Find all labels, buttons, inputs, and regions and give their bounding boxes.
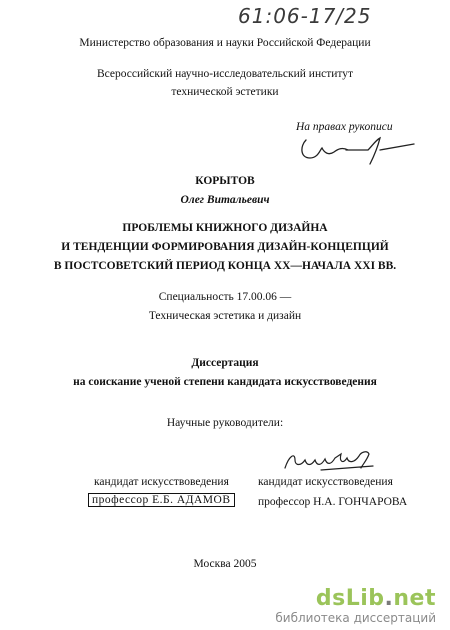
dissertation-heading: Диссертация xyxy=(191,357,259,369)
institute-line-1: Всероссийский научно-исследовательский институт xyxy=(96,68,354,80)
title-line-1: ПРОБЛЕМЫ КНИЖНОГО ДИЗАЙНА xyxy=(122,222,328,234)
specialty-line-1: Специальность 17.00.06 — xyxy=(158,291,292,303)
logo-tld: net xyxy=(393,586,436,611)
dissertation-degree: на соискание ученой степени кандидата искусствоведения xyxy=(73,376,377,388)
advisor-signature xyxy=(281,446,379,474)
manuscript-note: На правах рукописи xyxy=(296,121,393,133)
advisors-heading: Научные руководители: xyxy=(166,417,284,429)
advisor-left-name: профессор Е.Б. АДАМОВ xyxy=(88,493,235,507)
advisor-left-degree: кандидат искусствоведения xyxy=(94,476,229,488)
institute-line-2: технической эстетики xyxy=(171,86,279,98)
title-line-3: В ПОСТСОВЕТСКИЙ ПЕРИОД КОНЦА XX—НАЧАЛА XXI ВВ. xyxy=(53,260,397,272)
advisor-right-degree: кандидат искусствоведения xyxy=(258,476,393,488)
archive-stamp: 61:06-17/25 xyxy=(238,4,372,28)
logo-dot: . xyxy=(384,586,394,611)
advisor-left-name-box xyxy=(88,494,235,506)
author-signature xyxy=(296,132,421,166)
ministry-line: Министерство образования и науки Российской Федерации xyxy=(79,37,371,49)
author-surname: КОРЫТОВ xyxy=(195,175,255,187)
dslib-subtitle: библиотека диссертаций xyxy=(275,611,436,625)
place-year: Москва 2005 xyxy=(193,558,257,570)
author-name: Олег Витальевич xyxy=(180,194,270,206)
title-line-2: И ТЕНДЕНЦИИ ФОРМИРОВАНИЯ ДИЗАЙН-КОНЦЕПЦИЙ xyxy=(61,241,389,253)
dslib-logo xyxy=(316,586,436,611)
specialty-line-2: Техническая эстетика и дизайн xyxy=(148,310,302,322)
logo-main: dsLib xyxy=(315,586,385,611)
advisor-right-name: профессор Н.А. ГОНЧАРОВА xyxy=(258,496,408,508)
